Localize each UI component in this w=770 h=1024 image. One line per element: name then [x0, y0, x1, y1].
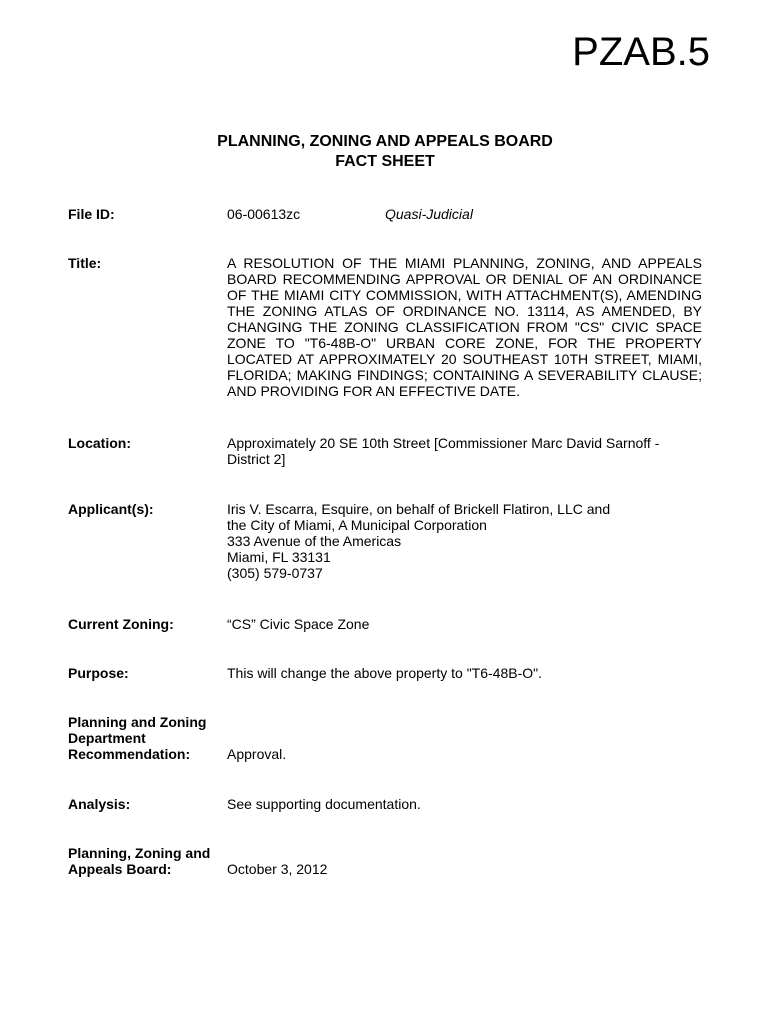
recommendation-label-line: Department: [68, 730, 146, 746]
board-label-line: Planning, Zoning and: [68, 845, 211, 861]
applicant-line: the City of Miami, A Municipal Corporation: [227, 517, 487, 533]
purpose-label: Purpose:: [68, 665, 129, 681]
file-id-value: 06-00613zc: [227, 206, 301, 222]
board-label-line: Appeals Board:: [68, 861, 172, 877]
current-zoning-value: “CS” Civic Space Zone: [227, 616, 370, 632]
applicant-phone-line: (305) 579-0737: [227, 565, 323, 581]
analysis-value: See supporting documentation.: [227, 796, 421, 812]
board-label: [68, 845, 223, 877]
location-value: Approximately 20 SE 10th Street [Commissioner Marc David Sarnoff - District 2]: [227, 435, 660, 467]
title-label: Title:: [68, 255, 102, 271]
applicant-city-line: Miami, FL 33131: [227, 549, 331, 565]
recommendation-value: Approval.: [227, 746, 287, 762]
applicant-address-line: 333 Avenue of the Americas: [227, 533, 402, 549]
location-label: Location:: [68, 435, 131, 451]
analysis-label: Analysis:: [68, 796, 131, 812]
applicants-label: Applicant(s):: [68, 501, 154, 517]
purpose-value: This will change the above property to "T6-48B-O".: [227, 665, 542, 681]
file-type-value: Quasi-Judicial: [385, 206, 473, 222]
recommendation-label-line: Recommendation:: [68, 746, 191, 762]
recommendation-label: [68, 714, 218, 762]
recommendation-label-line: Planning and Zoning: [68, 714, 207, 730]
title-value: A RESOLUTION OF THE MIAMI PLANNING, ZONING, AND APPEALS BOARD RECOMMENDING APPROVAL OR DENIAL OF AN ORDINANCE OF THE MIAMI CITY COMMISSION, WITH ATTACHMENT(S), AMENDING THE ZONING ATLAS OF ORDINANCE NO. 13114, AS AMENDED, BY CHANGING THE ZONING CLASSIFICATION FROM "CS" CIVIC SPACE ZONE TO "T6-48B-O" URBAN CORE ZONE, FOR THE PROPERTY LOCATED AT APPROXIMATELY 20 SOUTHEAST 10TH STREET, MIAMI, FLORIDA; MAKING FINDINGS; CONTAINING A SEVERABILITY CLAUSE; AND PROVIDING FOR AN EFFECTIVE DATE.: [227, 255, 702, 399]
document-subtitle: FACT SHEET: [335, 153, 435, 170]
file-id-label: File ID:: [68, 206, 115, 222]
document-title: PLANNING, ZONING AND APPEALS BOARD: [217, 133, 553, 150]
applicants-value: [227, 501, 702, 581]
item-code: PZAB.5: [572, 30, 710, 74]
applicant-line: Iris V. Escarra, Esquire, on behalf of Brickell Flatiron, LLC and: [227, 501, 611, 517]
current-zoning-label: Current Zoning:: [68, 616, 174, 632]
board-date-value: October 3, 2012: [227, 861, 328, 877]
